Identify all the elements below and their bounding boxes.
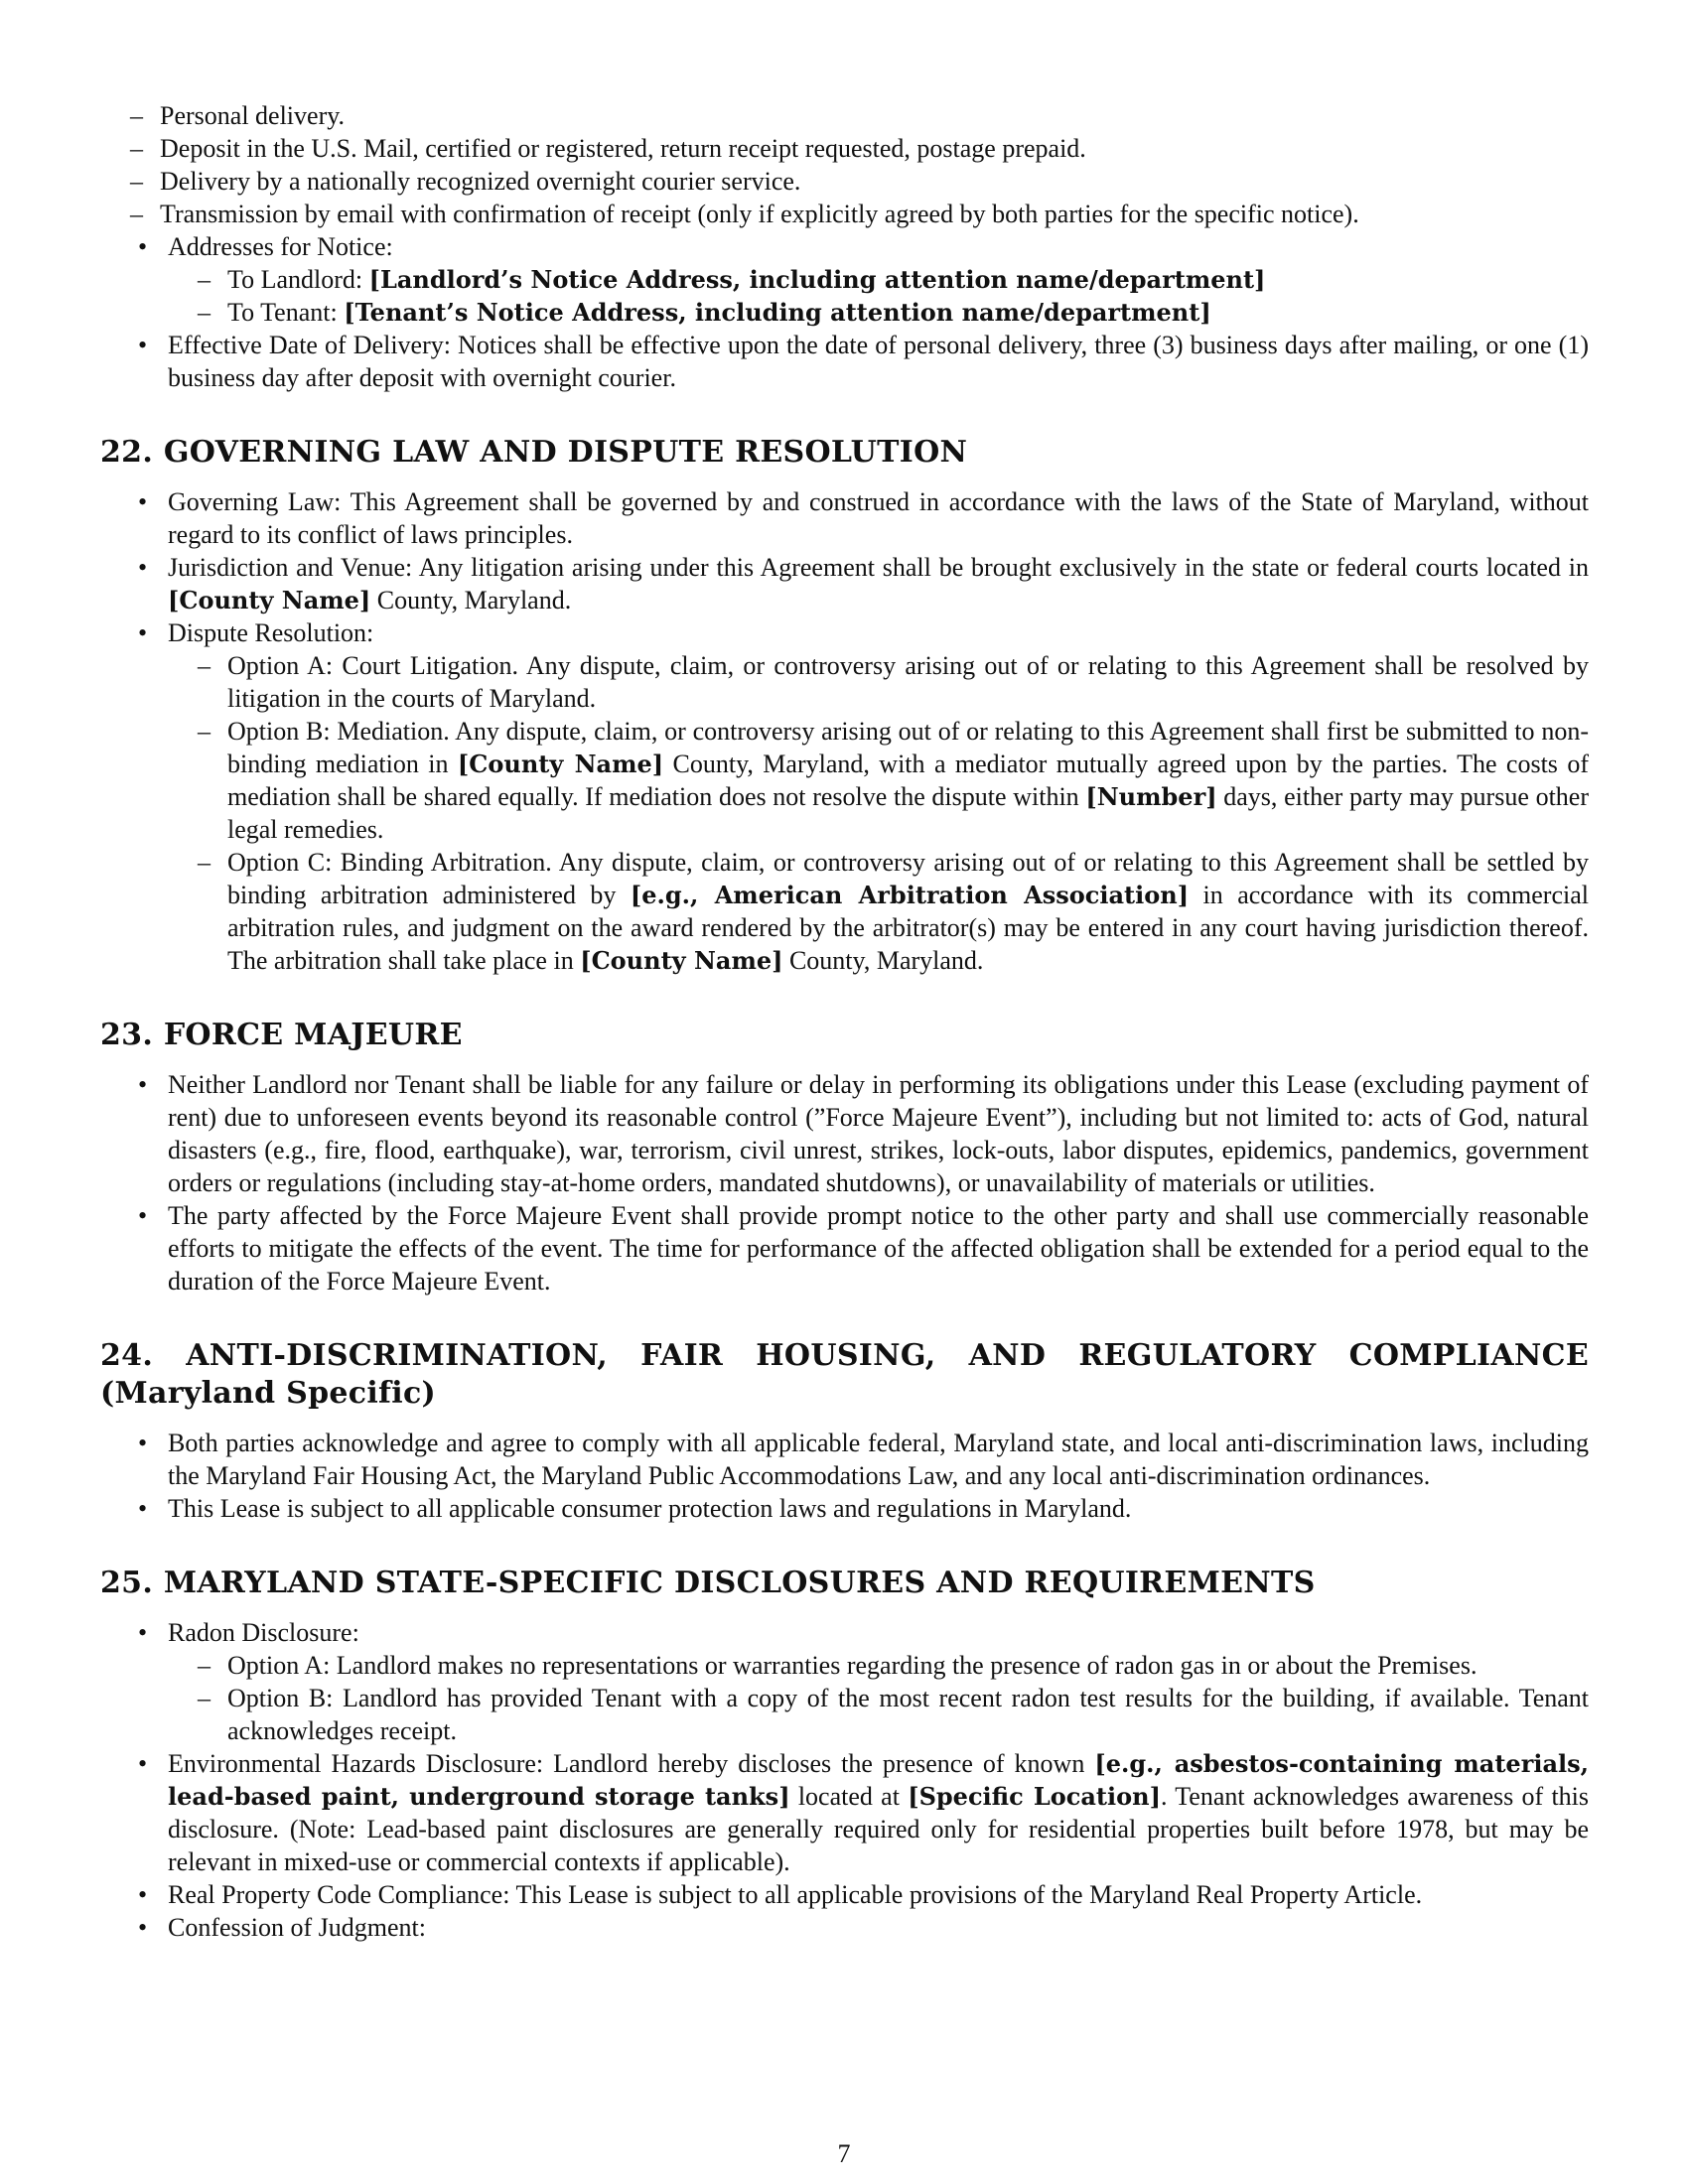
- tenant-address-blank: Tenant’s Notice Address, including attention name/department: [354, 298, 1200, 327]
- section-25-heading: 25. MARYLAND STATE-SPECIFIC DISCLOSURES AND REQUIREMENTS: [100, 1566, 1316, 1600]
- location-blank: Specific Location: [918, 1782, 1150, 1811]
- dispute-label: Dispute Resolution:: [168, 618, 374, 647]
- text-run: days, either party may pursue other legal remedies.: [227, 782, 1589, 844]
- text-run: Jurisdiction and Venue: Any litigation arising under this Agreement shall be brought exclusively in the state or federal courts located in: [168, 553, 1589, 582]
- section-22-heading: 22. GOVERNING LAW AND DISPUTE RESOLUTION: [100, 435, 968, 470]
- list-item: – Personal delivery.: [100, 99, 1589, 132]
- list-item: – Option A: Landlord makes no representations or warranties regarding the presence of radon gas in or about the Premises.: [168, 1649, 1589, 1682]
- list-item: • Real Property Code Compliance: This Lease is subject to all applicable provisions of the Maryland Real Property Article.: [100, 1878, 1589, 1911]
- section-23-list: [100, 1068, 1589, 1297]
- notice-list: [100, 230, 1589, 394]
- section-23-heading: 23. FORCE MAJEURE: [100, 1018, 463, 1052]
- list-item: – Option B: Mediation. Any dispute, claim, or controversy arising out of or relating to this Agreement shall first be submitted to non-binding mediation in [County Name] County, Maryland, with a mediator mutually agreed upon by the parties. The costs of mediation shall be shared equally. If mediation does not resolve the dispute within [Number] days, either party may pursue other legal remedies.: [168, 715, 1589, 846]
- landlord-address-blank: Landlord’s Notice Address, including attention name/department: [379, 265, 1255, 294]
- list-item: – Delivery by a nationally recognized overnight courier service.: [100, 165, 1589, 198]
- list-item: [100, 1616, 1589, 1747]
- text-run: in accordance with its commercial arbitration rules, and judgment on the award rendered by the arbitrator(s) may be entered in any court having jurisdiction thereof. The arbitration shall take place in: [227, 881, 1589, 975]
- addresses-sublist: [168, 263, 1589, 329]
- list-item: – To Landlord: [Landlord’s Notice Address, including attention name/department]: [168, 263, 1589, 296]
- list-item: • Both parties acknowledge and agree to comply with all applicable federal, Maryland state, and local anti-discrimination laws, including the Maryland Fair Housing Act, the Maryland Public Accommodations Law, and any local anti-discrimination ordinances.: [100, 1427, 1589, 1492]
- list-item: • Confession of Judgment:: [100, 1911, 1589, 1944]
- document-page: [100, 99, 1589, 1944]
- list-item: – Option B: Landlord has provided Tenant with a copy of the most recent radon test results for the building, if available. Tenant acknowledges receipt.: [168, 1682, 1589, 1747]
- to-landlord-label: To Landlord:: [227, 265, 363, 294]
- list-item: [100, 616, 1589, 977]
- text-run: County, Maryland, with a mediator mutually agreed upon by the parties. The costs of mediation shall be shared equally. If mediation does not resolve the dispute within: [227, 750, 1589, 811]
- radon-options: [168, 1649, 1589, 1747]
- text-run: County, Maryland.: [370, 586, 572, 614]
- text-run: Environmental Hazards Disclosure: Landlord hereby discloses the presence of known: [168, 1749, 1095, 1778]
- list-item: • The party affected by the Force Majeure Event shall provide prompt notice to the other party and shall use commercially reasonable efforts to mitigate the effects of the event. The time for performance of the affected obligation shall be extended for a period equal to the duration of the Force Majeure Event.: [100, 1199, 1589, 1297]
- number-blank: Number: [1096, 782, 1206, 811]
- list-item: – Option C: Binding Arbitration. Any dispute, claim, or controversy arising out of or relating to this Agreement shall be settled by binding arbitration administered by [e.g., American Arbitration Association] in accordance with its commercial arbitration rules, and judgment on the award rendered by the arbitrator(s) may be entered in any court having jurisdiction thereof. The arbitration shall take place in [County Name] County, Maryland.: [168, 846, 1589, 977]
- county-blank: County Name: [591, 946, 773, 975]
- list-item: – To Tenant: [Tenant’s Notice Address, including attention name/department]: [168, 296, 1589, 329]
- county-blank: County Name: [179, 586, 359, 614]
- section-25-list: [100, 1616, 1589, 1944]
- list-item: – Option A: Court Litigation. Any dispute, claim, or controversy arising out of or relating to this Agreement shall be resolved by litigation in the courts of Maryland.: [168, 649, 1589, 715]
- county-blank: County Name: [469, 750, 652, 778]
- section-22-list: [100, 485, 1589, 977]
- list-item: • This Lease is subject to all applicable consumer protection laws and regulations in Maryland.: [100, 1492, 1589, 1525]
- text-run: . Tenant acknowledges awareness of this disclosure. (Note: Lead-based paint disclosures are generally required only for residential properties built before 1978, but may be relevant in mixed-use or commercial contexts if applicable).: [168, 1782, 1590, 1876]
- addresses-label: Addresses for Notice:: [168, 232, 393, 261]
- text-run: County, Maryland.: [782, 946, 984, 975]
- list-item: • Effective Date of Delivery: Notices shall be effective upon the date of personal delivery, three (3) business days after mailing, or one (1) business day after deposit with overnight courier.: [100, 329, 1589, 394]
- list-item: • Jurisdiction and Venue: Any litigation arising under this Agreement shall be brought exclusively in the state or federal courts located in [County Name] County, Maryland.: [100, 551, 1589, 616]
- section-24-heading: 24. ANTI-DISCRIMINATION, FAIR HOUSING, AND REGULATORY COMPLIANCE (Maryland Specific): [100, 1338, 1589, 1411]
- delivery-methods-list: [100, 99, 1589, 230]
- text-run: located at: [789, 1782, 909, 1811]
- list-item: • Governing Law: This Agreement shall be governed by and construed in accordance with the laws of the State of Maryland, without regard to its conflict of laws principles.: [100, 485, 1589, 551]
- text-run: Option C: Binding Arbitration. Any dispute, claim, or controversy arising out of or relating to this Agreement shall be settled by binding arbitration administered by: [227, 848, 1589, 909]
- text-run: Option B: Mediation. Any dispute, claim, or controversy arising out of or relating to this Agreement shall first be submitted to non-binding mediation in: [227, 717, 1589, 778]
- dispute-options: [168, 649, 1589, 977]
- list-item: • Neither Landlord nor Tenant shall be liable for any failure or delay in performing its obligations under this Lease (excluding payment of rent) due to unforeseen events beyond its reasonable control (”Force Majeure Event”), including but not limited to: acts of God, natural disasters (e.g., fire, flood, earthquake), war, terrorism, civil unrest, strikes, lock-outs, labor disputes, epidemics, pandemics, government orders or regulations (including stay-at-home orders, mandated shutdowns), or unavailability of materials or utilities.: [100, 1068, 1589, 1199]
- arbitration-body-blank: e.g., American Arbitration Association: [641, 881, 1178, 909]
- hazards-blank: e.g., asbestos-containing materials, lead-based paint, underground storage tanks: [168, 1749, 1589, 1811]
- list-item: [100, 230, 1589, 329]
- list-item: – Transmission by email with confirmation of receipt (only if explicitly agreed by both parties for the specific notice).: [100, 198, 1589, 230]
- list-item: – Deposit in the U.S. Mail, certified or registered, return receipt requested, postage prepaid.: [100, 132, 1589, 165]
- section-24-list: [100, 1427, 1589, 1525]
- radon-label: Radon Disclosure:: [168, 1618, 359, 1647]
- list-item: • Environmental Hazards Disclosure: Landlord hereby discloses the presence of known [e.g., asbestos-containing materials, lead-based paint, underground storage tanks] located at [Specific Location]. Tenant acknowledges awareness of this disclosure. (Note: Lead-based paint disclosures are generally required only for residential properties built before 1978, but may be relevant in mixed-use or commercial contexts if applicable).: [100, 1747, 1589, 1878]
- page-number: 7: [837, 2139, 851, 2168]
- to-tenant-label: To Tenant:: [227, 298, 338, 327]
